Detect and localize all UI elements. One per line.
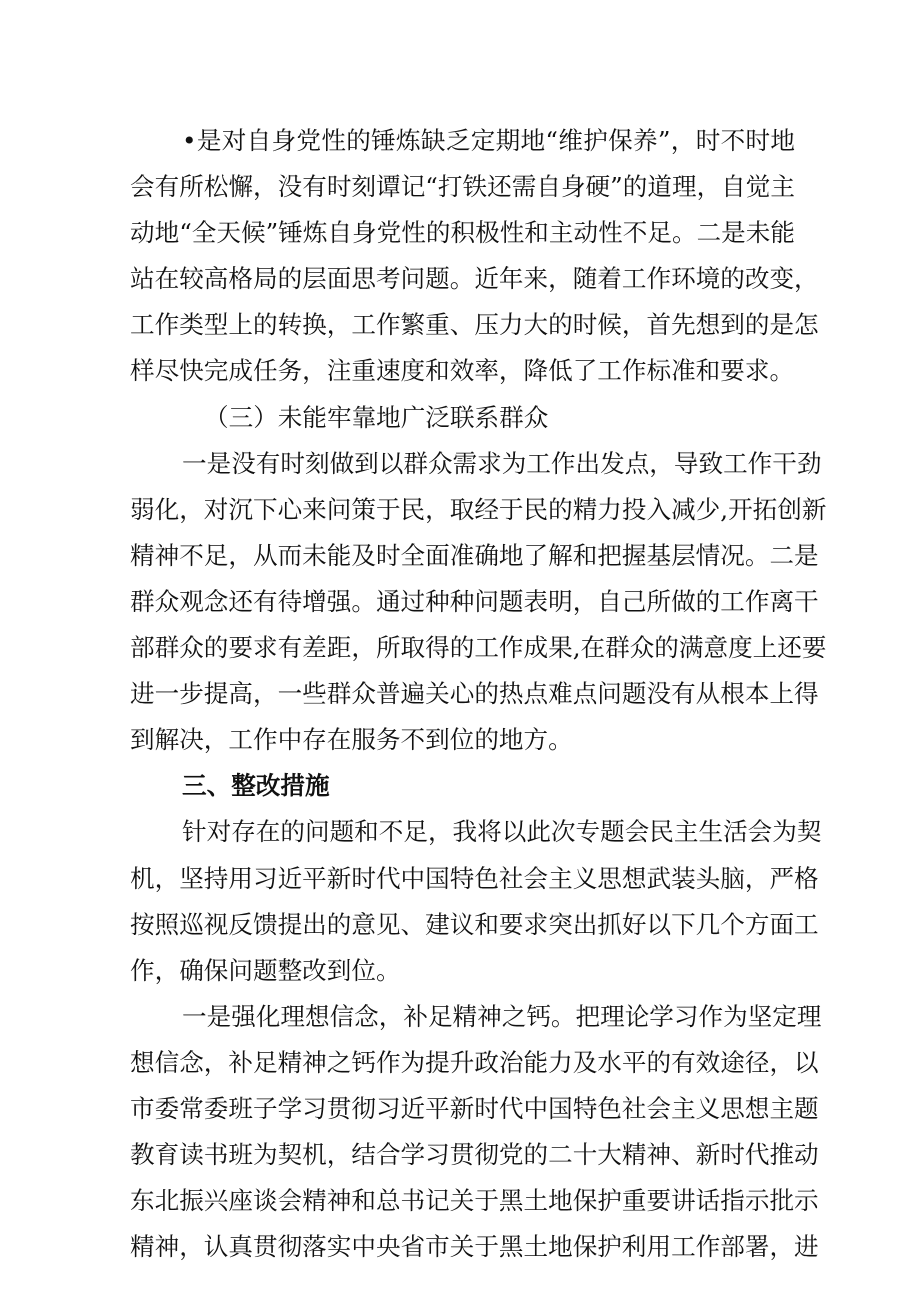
paragraph-line: 群众观念还有待增强。通过种种问题表明，自己所做的工作离干	[130, 586, 819, 616]
paragraph-line: 一是强化理想信念，补足精神之钙。把理论学习作为坚定理	[182, 1001, 822, 1031]
paragraph-line: 想信念，补足精神之钙作为提升政治能力及水平的有效途径，以	[130, 1047, 819, 1077]
paragraph-line: 一是没有时刻做到以群众需求为工作出发点，导致工作干劲	[182, 448, 822, 478]
paragraph-line: 针对存在的问题和不足，我将以此次专题会民主生活会为契	[182, 817, 822, 847]
paragraph-line: 作，确保问题整改到位。	[130, 955, 401, 985]
paragraph-line: 精神不足，从而未能及时全面准确地了解和把握基层情况。二是	[130, 540, 819, 570]
paragraph-line: 站在较高格局的层面思考问题。近年来，随着工作环境的改变，	[130, 264, 819, 294]
paragraph-line: 东北振兴座谈会精神和总书记关于黑土地保护重要讲话指示批示	[130, 1186, 819, 1216]
paragraph-line: 精神，认真贯彻落实中央省市关于黑土地保护利用工作部署，进	[130, 1232, 819, 1262]
paragraph-line: 工作类型上的转换，工作繁重、压力大的时候，首先想到的是怎	[130, 310, 819, 340]
paragraph-line: 市委常委班子学习贯彻习近平新时代中国特色社会主义思想主题	[130, 1093, 819, 1123]
paragraph-line: 部群众的要求有差距，所取得的工作成果,在群众的满意度上还要	[130, 633, 827, 663]
section-subheading: （三）未能牢靠地广泛联系群众	[204, 402, 549, 432]
paragraph-line: 按照巡视反馈提出的意见、建议和要求突出抓好以下几个方面工	[130, 909, 819, 939]
paragraph-line: 弱化，对沉下心来问策于民，取经于民的精力投入减少,开拓创新	[130, 494, 827, 524]
document-body	[130, 118, 827, 1270]
paragraph-line: 教育读书班为契机，结合学习贯彻党的二十大精神、新时代推动	[130, 1140, 819, 1170]
paragraph-line: 进一步提高，一些群众普遍关心的热点难点问题没有从根本上得	[130, 679, 819, 709]
paragraph-line: 会有所松懈，没有时刻谭记“打铁还需自身硬”的道理，自觉主	[130, 172, 795, 202]
paragraph-line: •是对自身党性的锤炼缺乏定期地“维护保养”，时不时地	[182, 126, 795, 155]
paragraph-line: 样尽快完成任务，注重速度和效率，降低了工作标准和要求。	[130, 356, 795, 386]
paragraph-line: 到解决，工作中存在服务不到位的地方。	[130, 725, 573, 755]
paragraph-line: 机，坚持用习近平新时代中国特色社会主义思想武装头脑，严格	[130, 863, 819, 893]
section-heading: 三、整改措施	[182, 771, 330, 801]
paragraph-line: 动地“全天候”锤炼自身党性的积极性和主动性不足。二是未能	[130, 218, 795, 248]
